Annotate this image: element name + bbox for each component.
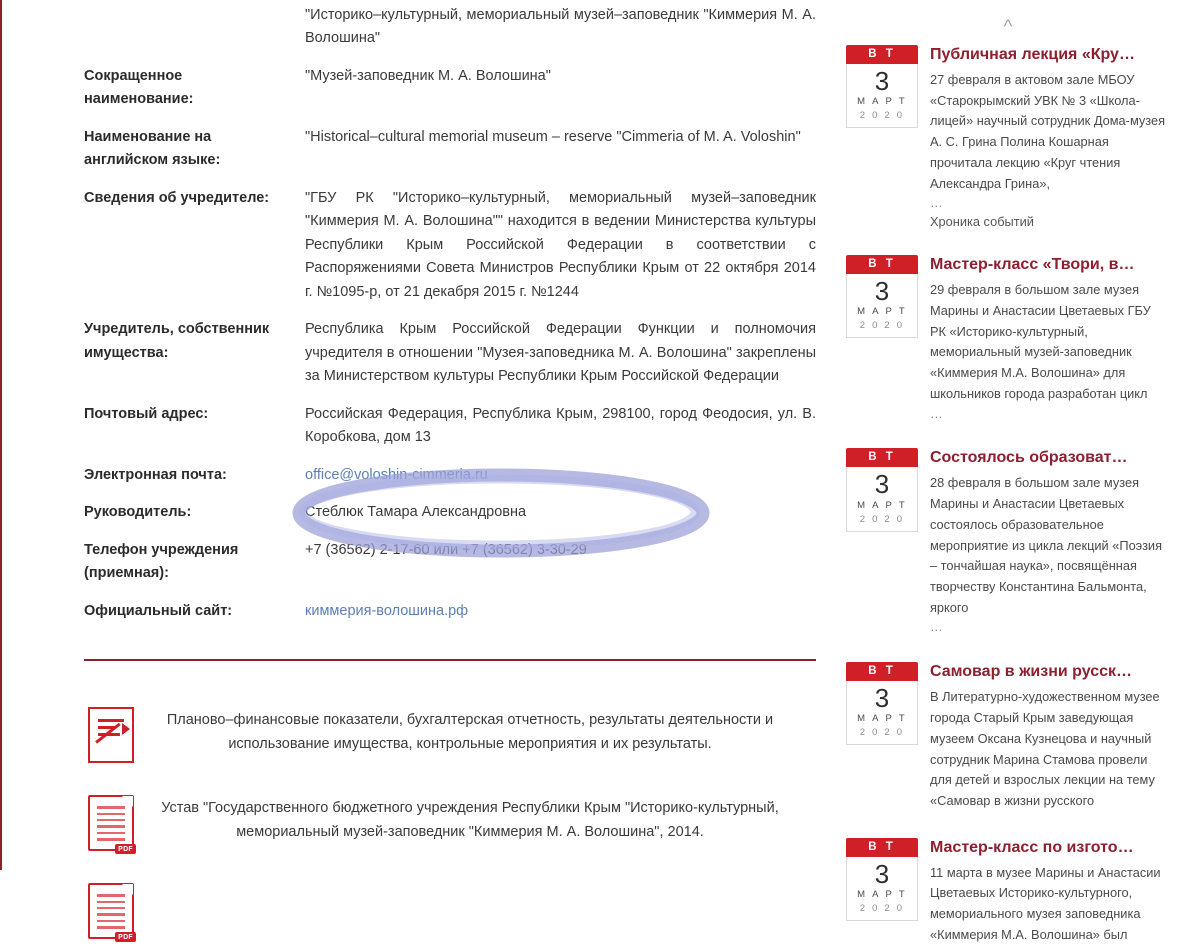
document-arrow-icon <box>84 707 140 765</box>
news-excerpt: В Литературно-художественном музее города Старый Крым заведующая музеем Оксана Кузнецова и научный сотрудник Марина Стамова провели для детей и взрослых лекции на тему «Самовар в жизни русского <box>930 689 1160 808</box>
news-weekday: В Т <box>846 662 918 681</box>
news-day: 3 <box>874 683 890 714</box>
info-label: Руководитель: <box>84 504 192 521</box>
news-body <box>930 45 1170 229</box>
info-value-email <box>305 464 830 501</box>
table-row <box>0 600 830 637</box>
section-divider <box>84 659 816 661</box>
news-body <box>930 838 1170 946</box>
info-label: Наименование на английском языке: <box>84 128 221 169</box>
info-label: Учредитель, собственник имущества: <box>84 321 270 361</box>
news-title[interactable]: Мастер-класс «Твори, в… <box>930 256 1135 274</box>
website-link[interactable]: киммерия-волошина.рф <box>305 602 469 619</box>
list-item[interactable] <box>846 255 1170 422</box>
news-excerpt: 29 февраля в большом зале музея Марины и Анастасии Цветаевых ГБУ РК «Историко-культурный, мемориальный музей-заповедник «Киммерия М.А. Волошина» для школьников города разработан цикл <box>930 282 1151 401</box>
news-date <box>846 255 918 338</box>
info-label: Сведения об учредителе: <box>84 189 270 206</box>
table-row <box>0 318 830 402</box>
news-month: М А Р Т <box>857 713 907 725</box>
info-value: +7 (36562) 2-17-60 или +7 (36562) 3-30-29 <box>305 541 587 558</box>
email-link[interactable]: office@voloshin-cimmeria.ru <box>305 466 488 483</box>
table-row <box>0 65 830 126</box>
news-title[interactable]: Самовар в жизни русск… <box>930 663 1133 681</box>
news-body <box>930 255 1170 422</box>
pdf-document-icon <box>84 883 140 941</box>
documents-list <box>0 707 830 941</box>
info-label <box>0 0 305 65</box>
news-date <box>846 838 918 921</box>
news-year: 2 0 2 0 <box>859 320 905 332</box>
info-label: Почтовый адрес: <box>84 405 209 422</box>
news-month: М А Р Т <box>857 96 907 108</box>
table-row <box>0 539 830 600</box>
list-item[interactable] <box>84 883 800 941</box>
table-row <box>0 403 830 464</box>
news-excerpt: 27 февраля в актовом зале МБОУ «Старокрымский УВК № 3 «Школа-лицей» научный сотрудник Дома-музея А. С. Грина Полина Кошарная прочитала лекцию «Круг чтения Александра Грина», <box>930 72 1166 191</box>
news-body <box>930 448 1170 636</box>
chevron-up-icon[interactable]: ^ <box>1003 17 1013 38</box>
table-row <box>0 187 830 318</box>
news-category[interactable]: Хроника событий <box>930 214 1034 230</box>
info-value: "Историко–культурный, мемориальный музей–заповедник "Киммерия М. А. Волошина" <box>305 7 816 47</box>
news-date <box>846 448 918 531</box>
organization-info-table <box>0 0 830 637</box>
news-day: 3 <box>874 858 890 889</box>
info-label: Телефон учреждения (приемная): <box>84 541 239 582</box>
news-sidebar <box>830 0 1186 942</box>
news-day: 3 <box>874 469 890 500</box>
table-row <box>0 464 830 501</box>
info-value-site <box>305 600 830 637</box>
pdf-badge: PDF <box>115 844 136 854</box>
info-label: Электронная почта: <box>84 466 227 483</box>
news-body <box>930 662 1170 811</box>
table-row <box>0 501 830 538</box>
news-more-ellipsis: … <box>930 195 943 211</box>
news-title[interactable]: Состоялось образоват… <box>930 449 1128 467</box>
list-item[interactable] <box>846 448 1170 636</box>
news-weekday: В Т <box>846 45 918 64</box>
news-month: М А Р Т <box>857 499 907 511</box>
list-item[interactable] <box>846 838 1170 946</box>
news-month: М А Р Т <box>857 888 907 900</box>
list-item[interactable] <box>846 662 1170 811</box>
document-title: Устав "Государственного бюджетного учреждения Республики Крым "Историко-культурный, мемориальный музей-заповедник "Киммерия М. А. Волошина", 2014. <box>161 800 779 841</box>
news-more-ellipsis: … <box>930 405 943 421</box>
news-weekday: В Т <box>846 838 918 857</box>
list-item[interactable] <box>846 45 1170 229</box>
news-date <box>846 45 918 128</box>
news-excerpt: 11 марта в музее Марины и Анастасии Цветаевых Историко-культурного, мемориального музея заповедника «Киммерия М.А. Волошина» был <box>930 864 1161 942</box>
news-year: 2 0 2 0 <box>859 110 905 122</box>
news-weekday: В Т <box>846 448 918 467</box>
list-item[interactable] <box>84 707 800 765</box>
news-year: 2 0 2 0 <box>859 727 905 739</box>
news-month: М А Р Т <box>857 306 907 318</box>
info-value: "Музей-заповедник М. А. Волошина" <box>305 67 551 84</box>
news-year: 2 0 2 0 <box>859 513 905 525</box>
info-value: Республика Крым Российской Федерации Функции и полномочия учредителя в отношении "Музея-заповедника М. А. Волошина" закреплены за Министерством культуры Республики Крым Российской Федерации <box>305 321 816 385</box>
news-title[interactable]: Мастер-класс по изгото… <box>930 838 1134 856</box>
info-value: "Historical–cultural memorial museum – reserve "Cimmeria of M. A. Voloshin" <box>305 128 801 145</box>
document-title <box>140 883 800 885</box>
pdf-badge: PDF <box>115 932 136 942</box>
news-date <box>846 662 918 745</box>
pdf-document-icon <box>84 795 140 853</box>
news-day: 3 <box>874 276 890 307</box>
info-value: "ГБУ РК "Историко–культурный, мемориальный музей–заповедник "Киммерия М. А. Волошина"" находится в ведении Министерства культуры Республики Крым Российской Федерации в соответствии с Распоряжениями Совета Министров Республики Крым от 22 октября 2014 г. №1095-р, от 21 декабря 2015 г. №1244 <box>305 189 816 300</box>
info-value: Стеблюк Тамара Александровна <box>305 504 527 521</box>
news-year: 2 0 2 0 <box>859 902 905 914</box>
news-more-ellipsis: … <box>930 619 943 635</box>
table-row <box>0 126 830 187</box>
list-item[interactable] <box>84 795 800 853</box>
info-value: Российская Федерация, Республика Крым, 298100, город Феодосия, ул. В. Коробкова, дом 13 <box>305 405 816 446</box>
table-row <box>0 0 830 65</box>
info-label: Сокращенное наименование: <box>84 67 194 108</box>
info-label: Официальный сайт: <box>84 602 233 619</box>
news-day: 3 <box>874 66 890 96</box>
news-title[interactable]: Публичная лекция «Кру… <box>930 46 1135 63</box>
news-weekday: В Т <box>846 255 918 274</box>
document-title: Планово–финансовые показатели, бухгалтерская отчетность, результаты деятельности и использование имущества, контрольные мероприятия и их результаты. <box>166 712 774 753</box>
news-excerpt: 28 февраля в большом зале музея Марины и Анастасии Цветаевых состоялось образовательное мероприятие из цикла лекций «Поэзия – тончайшая наука», посвящённая творчеству Константина Бальмонта, яркого <box>930 475 1163 615</box>
